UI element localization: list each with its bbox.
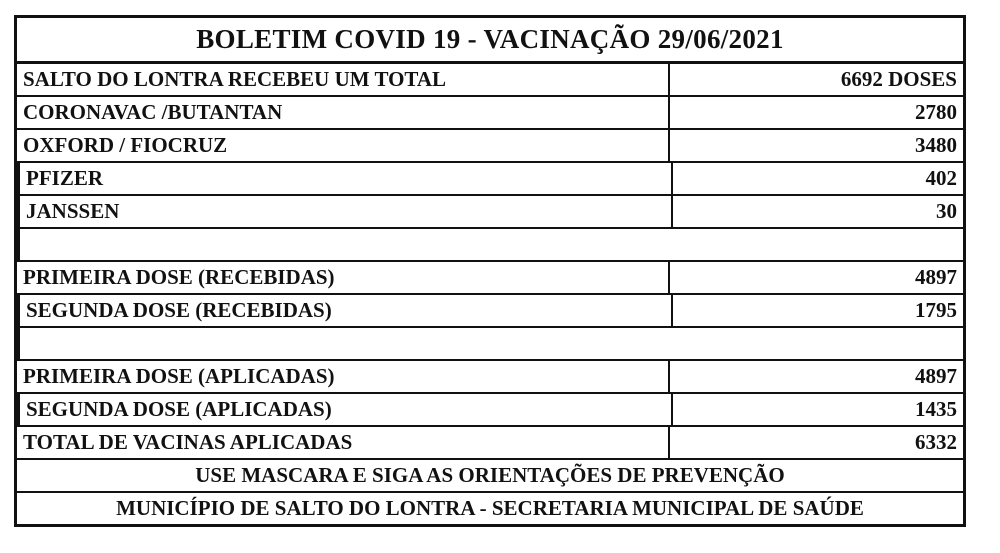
row-value: 3480 [915, 133, 957, 157]
table-row-second-dose-received [14, 295, 963, 328]
row-label: PFIZER [20, 163, 673, 194]
table-row-janssen [14, 196, 963, 229]
table-row-total-received [17, 64, 963, 97]
table-row-oxford [17, 130, 963, 163]
row-label: PRIMEIRA DOSE (APLICADAS) [17, 361, 670, 392]
row-label: JANSSEN [20, 196, 673, 227]
table-row-first-dose-received [17, 262, 963, 295]
prevention-notice: USE MASCARA E SIGA AS ORIENTAÇÕES DE PREVENÇÃO [17, 460, 963, 493]
table-row-pfizer [14, 163, 963, 196]
row-value: 4897 [915, 364, 957, 388]
row-label: CORONAVAC /BUTANTAN [17, 97, 670, 128]
row-label: PRIMEIRA DOSE (RECEBIDAS) [17, 262, 670, 293]
table-row-first-dose-applied [17, 361, 963, 394]
row-value: 1435 [915, 397, 957, 421]
table-row-total-applied [17, 427, 963, 460]
row-value: 6692 DOSES [840, 67, 957, 91]
table-row-second-dose-applied [14, 394, 963, 427]
row-value: 2780 [915, 100, 957, 124]
row-label: SALTO DO LONTRA RECEBEU UM TOTAL [17, 64, 670, 95]
blank-separator-row [14, 229, 963, 262]
row-label: TOTAL DE VACINAS APLICADAS [17, 427, 670, 458]
row-value: 402 [925, 166, 957, 190]
row-value: 6332 [915, 430, 957, 454]
vaccination-bulletin-table [14, 15, 966, 527]
blank-separator-row [14, 328, 963, 361]
row-value: 1795 [915, 298, 957, 322]
municipality-footer: MUNICÍPIO DE SALTO DO LONTRA - SECRETARIA MUNICIPAL DE SAÚDE [116, 496, 864, 520]
bulletin-title: BOLETIM COVID 19 - VACINAÇÃO 29/06/2021 [17, 18, 963, 64]
row-value: 4897 [915, 265, 957, 289]
row-value: 30 [936, 199, 957, 223]
row-label: SEGUNDA DOSE (APLICADAS) [20, 394, 673, 425]
table-row-coronavac [17, 97, 963, 130]
row-label: OXFORD / FIOCRUZ [17, 130, 670, 161]
row-label: SEGUNDA DOSE (RECEBIDAS) [20, 295, 673, 326]
